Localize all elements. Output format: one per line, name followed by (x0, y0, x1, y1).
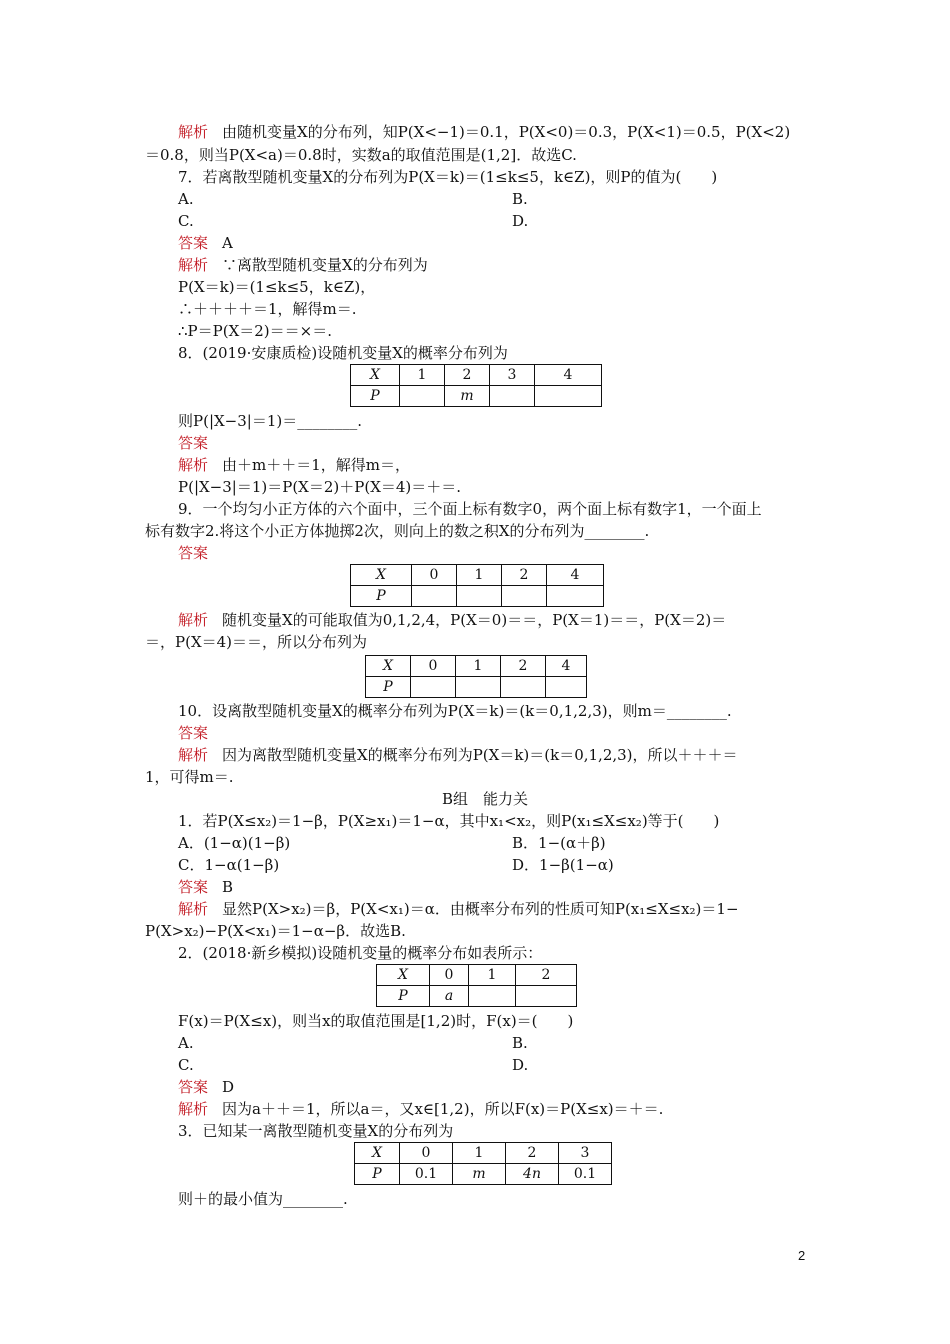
line-text: 10．设离散型随机变量X的概率分布列为P(X＝k)＝(k＝0,1,2,3)，则m＝________. (178, 702, 732, 720)
answer-label: 答案 (178, 544, 209, 562)
line-text: ∴＋＋＋＋＝1，解得m＝. (178, 300, 357, 318)
table-header-row (355, 1143, 612, 1164)
table-header-row (377, 965, 577, 986)
table-cell: P (366, 677, 411, 698)
table-cell: 3 (559, 1143, 612, 1164)
line-text: 因为离散型随机变量X的概率分布列为P(X＝k)＝(k＝0,1,2,3)，所以＋＋＋＝ (222, 746, 738, 764)
table-cell (535, 386, 602, 407)
solution-line (178, 121, 790, 143)
answer-line (178, 432, 222, 454)
table-cell: X (355, 1143, 400, 1164)
line-text: P(X＝k)＝(1≤k≤5，k∈Z)， (178, 278, 376, 296)
answer-label: 答案 (178, 1078, 209, 1096)
line-text: A (222, 234, 233, 252)
table-cell: 1 (469, 965, 516, 986)
answer-line (178, 542, 222, 564)
distribution-table (365, 655, 587, 698)
option-b (512, 188, 528, 210)
line-text: B. (512, 1034, 528, 1052)
line-text: 由＋m＋＋＝1，解得m＝， (222, 456, 411, 474)
line-text: A. (178, 1034, 194, 1052)
table-prob-row (355, 1164, 612, 1185)
solution-line (178, 1098, 663, 1120)
table-cell (547, 586, 604, 607)
solution-line (178, 898, 739, 920)
table-cell (490, 386, 535, 407)
solution-line (178, 609, 726, 631)
table-cell: m (453, 1164, 506, 1185)
option-b (512, 832, 606, 854)
answer-label: 答案 (178, 878, 209, 896)
answer-line (178, 876, 233, 898)
answer-label: 答案 (178, 724, 209, 742)
option-a (178, 1032, 194, 1054)
line-text: C. (178, 212, 194, 230)
table-prob-row (351, 386, 602, 407)
line-text: D. (512, 1056, 529, 1074)
table-cell (411, 677, 456, 698)
table-cell: 2 (502, 565, 547, 586)
text-line (178, 1188, 348, 1210)
solution-line (178, 744, 738, 766)
text-line (178, 1010, 573, 1032)
solution-label: 解析 (178, 123, 209, 141)
option-a (178, 188, 194, 210)
table-header-row (351, 565, 604, 586)
option-d (512, 1054, 528, 1076)
solution-label: 解析 (178, 900, 209, 918)
table-cell: a (430, 986, 469, 1007)
table-header-row (366, 656, 587, 677)
table-cell (400, 386, 445, 407)
option-d (512, 854, 614, 876)
line-text: P(|X−3|＝1)＝P(X＝2)＋P(X＝4)＝＋＝. (178, 478, 462, 496)
table-cell (502, 586, 547, 607)
table-prob-row (366, 677, 587, 698)
answer-label: 答案 (178, 434, 209, 452)
text-line (145, 631, 367, 653)
text-line (178, 476, 461, 498)
text-line (145, 520, 649, 542)
answer-label: 答案 (178, 234, 209, 252)
line-text: 9．一个均匀小正方体的六个面中，三个面上标有数字0，两个面上标有数字1，一个面上 (178, 500, 762, 518)
line-text: P(X>x₂)−P(X<x₁)＝1−α−β．故选B. (145, 922, 406, 940)
table-cell: 0.1 (400, 1164, 453, 1185)
line-text: 则P(|X−3|＝1)＝________. (178, 412, 363, 430)
table-prob-row (351, 586, 604, 607)
table-cell (456, 677, 501, 698)
distribution-table (376, 964, 577, 1007)
table-header-row (351, 365, 602, 386)
table-cell (546, 677, 587, 698)
line-text: B．1−(α＋β) (512, 834, 606, 852)
line-text: D (222, 1078, 235, 1096)
text-line (178, 320, 332, 342)
solution-line (178, 254, 428, 276)
table-cell: 1 (457, 565, 502, 586)
solution-label: 解析 (178, 1100, 209, 1118)
page-number: 2 (798, 1248, 806, 1263)
text-line (145, 766, 234, 788)
line-text: A．(1−α)(1−β) (178, 834, 291, 852)
answer-line (178, 722, 222, 744)
table-cell: 2 (501, 656, 546, 677)
table-cell: P (377, 986, 430, 1007)
solution-label: 解析 (178, 611, 209, 629)
answer-line (178, 232, 233, 254)
line-text: F(x)＝P(X≤x)，则当x的取值范围是[1,2)时，F(x)＝( ) (178, 1012, 574, 1030)
table-cell: 0 (430, 965, 469, 986)
line-text: 7．若离散型随机变量X的分布列为P(X＝k)＝(1≤k≤5，k∈Z)，则P的值为( ) (178, 168, 718, 186)
line-text: D. (512, 212, 529, 230)
line-text: ∴P＝P(X＝2)＝＝×＝. (178, 322, 332, 340)
line-text: 随机变量X的可能取值为0,1,2,4，P(X＝0)＝＝，P(X＝1)＝＝，P(X＝2)＝ (222, 611, 727, 629)
line-text: 由随机变量X的分布列，知P(X<−1)＝0.1，P(X<0)＝0.3，P(X<1)＝0.5，P(X<2) (222, 123, 791, 141)
distribution-table (350, 564, 604, 607)
table-cell: 1 (453, 1143, 506, 1164)
table-cell: 0 (412, 565, 457, 586)
line-text: 3．已知某一离散型随机变量X的分布列为 (178, 1122, 454, 1140)
table-cell: X (351, 365, 400, 386)
table-cell: 2 (445, 365, 490, 386)
text-line (145, 920, 406, 942)
option-c (178, 1054, 194, 1076)
line-text: C. (178, 1056, 194, 1074)
line-text: 1，可得m＝. (145, 768, 234, 786)
table-cell (457, 586, 502, 607)
line-text: ＝，P(X＝4)＝＝，所以分布列为 (145, 633, 368, 651)
table-cell: P (351, 386, 400, 407)
table-cell: 4 (535, 365, 602, 386)
option-c (178, 854, 279, 876)
table-cell: 0 (411, 656, 456, 677)
line-text: 因为a＋＋＝1，所以a＝，又x∈[1,2)，所以F(x)＝P(X≤x)＝＋＝. (222, 1100, 664, 1118)
line-text: ＝0.8，则当P(X<a)＝0.8时，实数a的取值范围是(1,2]．故选C. (145, 146, 577, 164)
solution-label: 解析 (178, 256, 209, 274)
line-text: A. (178, 190, 194, 208)
table-cell (412, 586, 457, 607)
line-text: C．1−α(1−β) (178, 856, 280, 874)
option-a (178, 832, 290, 854)
table-cell (501, 677, 546, 698)
answer-line (178, 1076, 234, 1098)
question-10 (178, 700, 732, 722)
line-text: 2．(2018·新乡模拟)设随机变量的概率分布如表所示： (178, 944, 543, 962)
table-cell: 0.1 (559, 1164, 612, 1185)
question-8 (178, 342, 508, 364)
solution-label: 解析 (178, 456, 209, 474)
line-text: 标有数字2.将这个小正方体抛掷2次，则向上的数之积X的分布列为________. (145, 522, 650, 540)
table-cell: 2 (516, 965, 577, 986)
table-cell: 2 (506, 1143, 559, 1164)
line-text: 显然P(X>x₂)＝β，P(X<x₁)＝α．由概率分布列的性质可知P(x₁≤X≤x₂)＝1− (222, 900, 739, 918)
table-cell (516, 986, 577, 1007)
option-d (512, 210, 528, 232)
question-9 (178, 498, 762, 520)
distribution-table (354, 1142, 612, 1185)
table-cell: X (351, 565, 412, 586)
line-text: B. (512, 190, 528, 208)
text-line (178, 298, 357, 320)
table-cell: 4n (506, 1164, 559, 1185)
table-cell: P (355, 1164, 400, 1185)
line-text: B组 能力关 (442, 790, 529, 808)
line-text: 1．若P(X≤x₂)＝1−β，P(X≥x₁)＝1−α，其中x₁<x₂，则P(x₁≤X≤x₂)等于( ) (178, 812, 720, 830)
line-text: 8．(2019·安康质检)设随机变量X的概率分布列为 (178, 344, 508, 362)
text-line (178, 410, 362, 432)
table-cell: 1 (400, 365, 445, 386)
text-line (178, 276, 375, 298)
table-cell: 1 (456, 656, 501, 677)
table-cell: 4 (547, 565, 604, 586)
table-cell: 4 (546, 656, 587, 677)
section-heading (442, 788, 528, 810)
table-prob-row (377, 986, 577, 1007)
question-b3 (178, 1120, 453, 1142)
question-b1 (178, 810, 719, 832)
solution-label: 解析 (178, 746, 209, 764)
line-text: ∵离散型随机变量X的分布列为 (222, 256, 428, 274)
table-cell: X (377, 965, 430, 986)
line-text: 则＋的最小值为________. (178, 1190, 348, 1208)
table-cell: X (366, 656, 411, 677)
text-line (145, 144, 577, 166)
table-cell: 0 (400, 1143, 453, 1164)
distribution-table (350, 364, 602, 407)
question-b2 (178, 942, 542, 964)
option-b (512, 1032, 528, 1054)
option-c (178, 210, 194, 232)
table-cell (469, 986, 516, 1007)
solution-line (178, 454, 410, 476)
line-text: D．1−β(1−α) (512, 856, 614, 874)
line-text: B (222, 878, 234, 896)
table-cell: 3 (490, 365, 535, 386)
question-7 (178, 166, 717, 188)
table-cell: P (351, 586, 412, 607)
table-cell: m (445, 386, 490, 407)
